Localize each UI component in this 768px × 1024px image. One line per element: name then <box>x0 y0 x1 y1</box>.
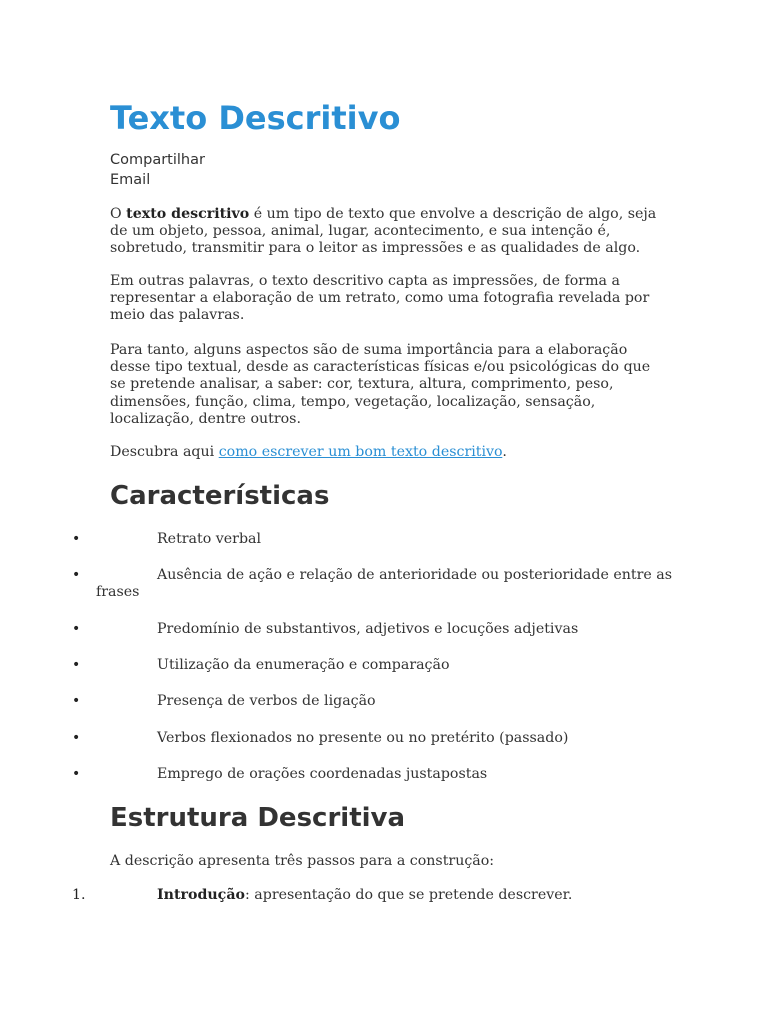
text-run: Descubra aqui <box>110 444 219 460</box>
step-number: 1. <box>72 887 86 903</box>
text-run: é um tipo de texto que envolve a descrição de algo, seja de um objeto, pessoa, animal, lugar, acontecimento, e sua intenção é, sobretudo, transmitir para o leitor as impressões e as qualidades de algo. <box>110 206 657 257</box>
step-text: : apresentação do que se pretende descrever. <box>244 887 573 903</box>
list-item <box>96 621 676 638</box>
list-item-text: Presença de verbos de ligação <box>157 693 376 709</box>
list-item <box>96 766 676 783</box>
structure-heading: Estrutura Descritiva <box>110 803 406 833</box>
bullet-icon: • <box>72 693 81 709</box>
list-item-text: Verbos flexionados no presente ou no pretérito (passado) <box>157 730 569 746</box>
list-item <box>96 887 676 904</box>
list-item-text: Emprego de orações coordenadas justapostas <box>157 766 488 782</box>
bullet-icon: • <box>72 730 81 746</box>
structure-intro: A descrição apresenta três passos para a construção: <box>110 853 495 869</box>
list-item <box>96 657 676 674</box>
list-item-text: Ausência de ação e relação de anterioridade ou posterioridade entre as frases <box>96 567 673 601</box>
email-link[interactable]: Email <box>110 172 151 188</box>
text-run: . <box>502 444 507 460</box>
paragraph-3: Para tanto, alguns aspectos são de suma importância para a elaboração desse tipo textual, desde as características físicas e/ou psicológicas do que se pretende analisar, a saber: cor, textura, altura, comprimento, peso, dimensões, função, clima, tempo, vegetação, localização, sensação, localização, dentre outros. <box>110 342 651 427</box>
list-item <box>96 567 676 601</box>
bullet-icon: • <box>72 531 81 547</box>
how-to-write-link[interactable]: como escrever um bom texto descritivo <box>218 444 503 460</box>
bullet-icon: • <box>72 621 81 637</box>
list-item <box>96 531 676 548</box>
characteristics-heading: Características <box>110 481 330 511</box>
intro-paragraph <box>110 206 670 258</box>
list-item-text: Predomínio de substantivos, adjetivos e locuções adjetivas <box>157 621 579 637</box>
step-title: Introdução <box>157 887 245 903</box>
bullet-icon: • <box>72 766 81 782</box>
bullet-icon: • <box>72 567 81 583</box>
share-links <box>110 150 205 190</box>
list-item <box>96 693 676 710</box>
list-item <box>96 730 676 747</box>
list-item-text: Retrato verbal <box>157 531 262 547</box>
paragraph-2: Em outras palavras, o texto descritivo capta as impressões, de forma a representar a elaboração de um retrato, como uma fotografia revelada por meio das palavras. <box>110 273 650 324</box>
bold-term: texto descritivo <box>126 206 250 222</box>
share-link[interactable]: Compartilhar <box>110 152 205 168</box>
text-run: O <box>110 206 127 222</box>
list-item-text: Utilização da enumeração e comparação <box>157 657 450 673</box>
bullet-icon: • <box>72 657 81 673</box>
page-title: Texto Descritivo <box>110 99 401 137</box>
paragraph-4 <box>110 444 670 461</box>
